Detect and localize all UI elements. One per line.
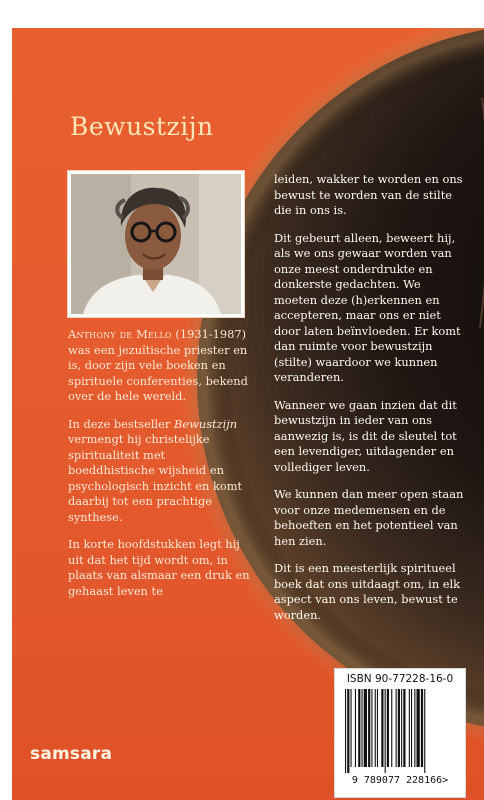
barcode-bar [396,689,397,767]
barcode-bar [368,689,370,767]
ean-digits: 9 789077 228166 [351,775,443,786]
right-paragraph-3: Wanneer we gaan inzien dat dit bewustzijn in ieder van ons aanwezig is, is dit de sleutel tot een levendiger, uitdagender en vollediger leven. [274,397,457,474]
barcode-bar [351,689,352,767]
right-paragraph-5: Dit is een meesterlijk spiritueel boek dat ons uitdaagt om, in elk aspect van ons leven, bewust te worden. [274,561,461,622]
author-portrait-image [71,174,241,314]
author-bio-paragraph [68,327,254,405]
barcode-bars [341,689,461,773]
bestseller-paragraph [68,417,254,526]
barcode-bar [371,689,372,767]
author-bio-text: was een jezuïtische priester en is, door zijn vele boeken en spirituele conferenties, bekend over de hele wereld. [68,342,248,403]
barcode-bar [358,689,360,767]
barcode-bar [391,689,392,767]
barcode-bar [385,689,386,773]
barcode-bar [414,689,415,767]
right-paragraph-4: We kunnen dan meer open staan voor onze medemensen en de behoeften en het potentieel van hen zien. [274,487,464,548]
barcode-bar [424,689,425,773]
barcode-bar [411,689,412,767]
publisher-logo: samsara [30,744,113,764]
left-text-column [68,327,254,611]
barcode-bar [364,689,367,767]
author-years: (1931-1987) [175,327,247,341]
barcode-bar [355,689,356,767]
barcode-bar [401,689,402,767]
ean-number [339,775,461,786]
barcode-bar [417,689,420,767]
barcode-bar [398,689,400,767]
bestseller-intro: In deze bestseller [68,416,171,431]
barcode-bar [409,689,410,767]
chapters-paragraph: In korte hoofdstukken legt hij uit dat het tijd wordt om, in plaats van alsmaar een druk en gehaast leven te [68,537,250,598]
bestseller-title: Bewustzijn [174,416,238,431]
barcode-bar [375,689,376,767]
right-paragraph-1: leiden, wakker te worden en ons bewust te worden van de stilte die in ons is. [274,172,463,217]
bestseller-text: vermengt hij christelijke spiritualiteit met boeddhistische wijsheid en psychologisch inzicht en komt daarbij tot een prachtige synthese. [68,432,243,524]
ean-marker: > [442,775,449,786]
barcode-bar [387,689,389,767]
isbn-label: ISBN 90-77228-16-0 [346,673,454,685]
book-title: Bewustzijn [70,112,214,141]
author-photo [68,171,244,317]
barcode-bar [421,689,423,767]
barcode-bar [381,689,383,767]
right-text-column [274,172,464,635]
barcode-bar [345,689,346,773]
barcode-bar [377,689,378,767]
barcode-bar [347,689,349,773]
right-paragraph-2: Dit gebeurt alleen, beweert hij, als we ons gewaar worden van onze meest onderdrukte en donkerste gedachten. We moeten deze (h)erkennen en accepteren, maar ons er niet door laten beïnvloeden. Er komt dan ruimte voor bewustzijn (stilte) waardoor we kunnen veranderen. [274,230,461,384]
isbn-barcode-box [334,668,466,798]
barcode-bar [362,689,363,767]
author-name: Anthony de Mello [68,327,172,341]
barcode-bar [403,689,405,767]
book-back-cover [12,28,484,800]
